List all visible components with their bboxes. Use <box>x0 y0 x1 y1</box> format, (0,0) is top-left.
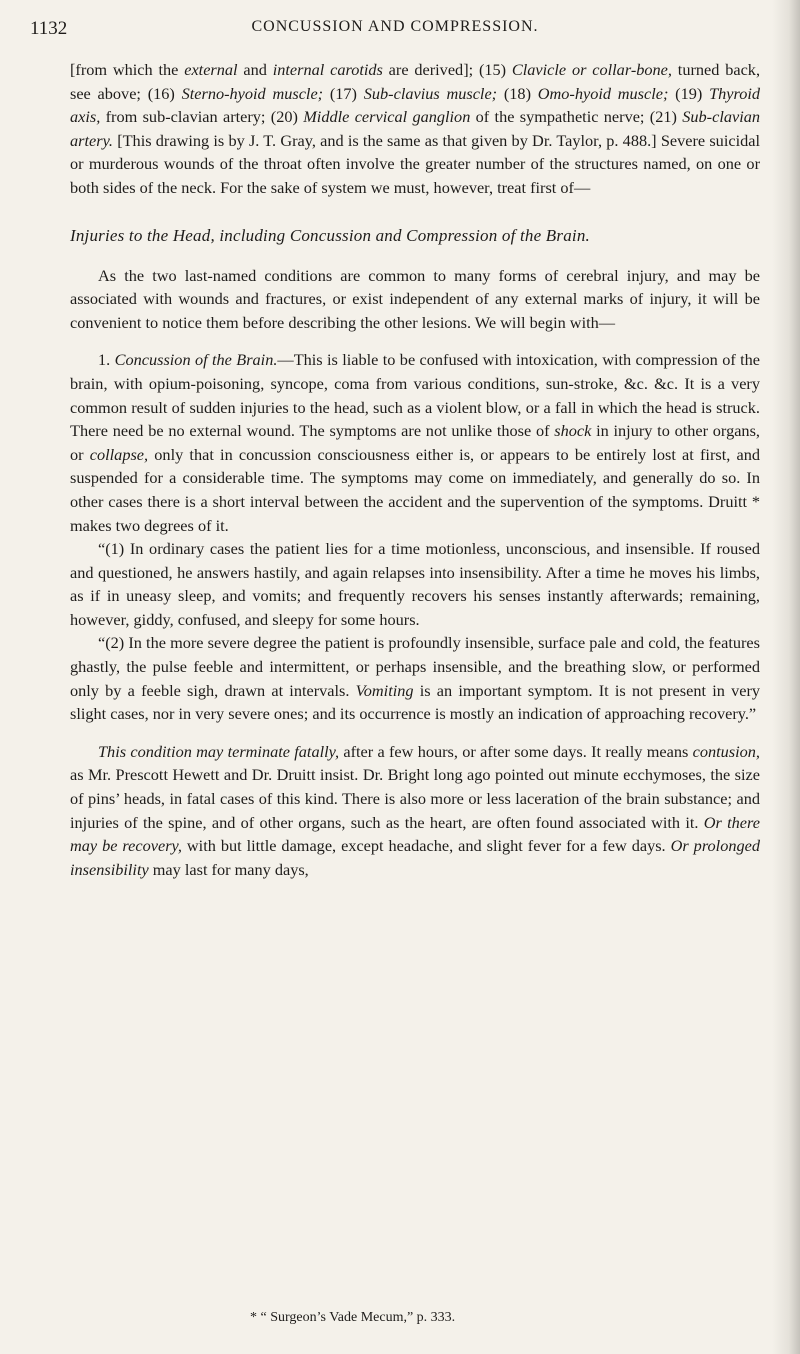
page-edge-shadow <box>772 0 800 1354</box>
paragraph-intro-conditions: As the two last-named conditions are common to many forms of cerebral injury, and may be associated with wounds and fractures, or exist independent of any external marks of injury, it will be convenient to notice them before describing the other lesions. We will begin with— <box>70 265 760 332</box>
page-number: 1132 <box>30 18 68 39</box>
footnote: * “ Surgeon’s Vade Mecum,” p. 333. <box>250 1310 456 1325</box>
body-text <box>70 264 760 882</box>
quote-first-degree: “(1) In ordinary cases the patient lies for a time motionless, unconscious, and insensible. If roused and questioned, he answers hastily, and again relapses into insensibility. After a time he moves his limbs, as if in uneasy sleep, and vomits; and frequently recovers his senses instantly afterwards; remaining, however, giddy, confused, and sleepy for some hours. <box>70 539 760 629</box>
quote-second-degree: “(2) In the more severe degree the patient is profoundly insensible, surface pale and cold, the features ghastly, the pulse feeble and intermittent, or perhaps insensible, and the breathing slow, or performed only by a feeble sigh, drawn at intervals. Vomiting is an important symptom. It is not present in very slight cases, nor in very severe ones; and its occurrence is mostly an indication of approaching recovery.” <box>70 633 761 724</box>
paragraph-concussion: 1. Concussion of the Brain.—This is liable to be confused with intoxication, with compression of the brain, with opium-poisoning, syncope, coma from various conditions, sun-stroke, &c. &c. It is a very common result of sudden injuries to the head, such as a violent blow, or a fall in which the head is struck. There need be no external wound. The symptoms are not unlike those of shock in injury to other organs, or collapse, only that in concussion consciousness either is, or appears to be entirely lost at first, and suspended for a considerable time. The symptoms may come on immediately, and generally do so. In other cases there is a short interval between the accident and the supervention of the symptoms. Druitt * makes two degrees of it. <box>70 350 761 535</box>
running-title: CONCUSSION AND COMPRESSION. <box>251 18 539 35</box>
intro-paragraph: [from which the external and internal carotids are derived]; (15) Clavicle or collar-bone, turned back, see above; (16) Sterno-hyoid muscle; (17) Sub-clavius muscle; (18) Omo-hyoid muscle; (19) Thyroid axis, from sub-clavian artery; (20) Middle cervical ganglion of the sympathetic nerve; (21) Sub-clavian artery. [This drawing is by J. T. Gray, and is the same as that given by Dr. Taylor, p. 488.] Severe suicidal or murderous wounds of the throat often involve the greater number of the structures named, on one or both sides of the neck. For the sake of system we must, however, treat first of— <box>70 60 761 197</box>
page-header <box>30 18 760 48</box>
paragraph-outcomes: This condition may terminate fatally, after a few hours, or after some days. It really means contusion, as Mr. Prescott Hewett and Dr. Druitt insist. Dr. Bright long ago pointed out minute ecchymoses, the size of pins’ heads, in fatal cases of this kind. There is also more or less laceration of the brain substance; and injuries of the spine, and of other organs, such as the heart, are often found associated with it. Or there may be recovery, with but little damage, except headache, and slight fever for a few days. Or prolonged insensibility may last for many days, <box>70 741 760 879</box>
section-heading: Injuries to the Head, including Concussion and Compression of the Brain. <box>70 225 590 245</box>
